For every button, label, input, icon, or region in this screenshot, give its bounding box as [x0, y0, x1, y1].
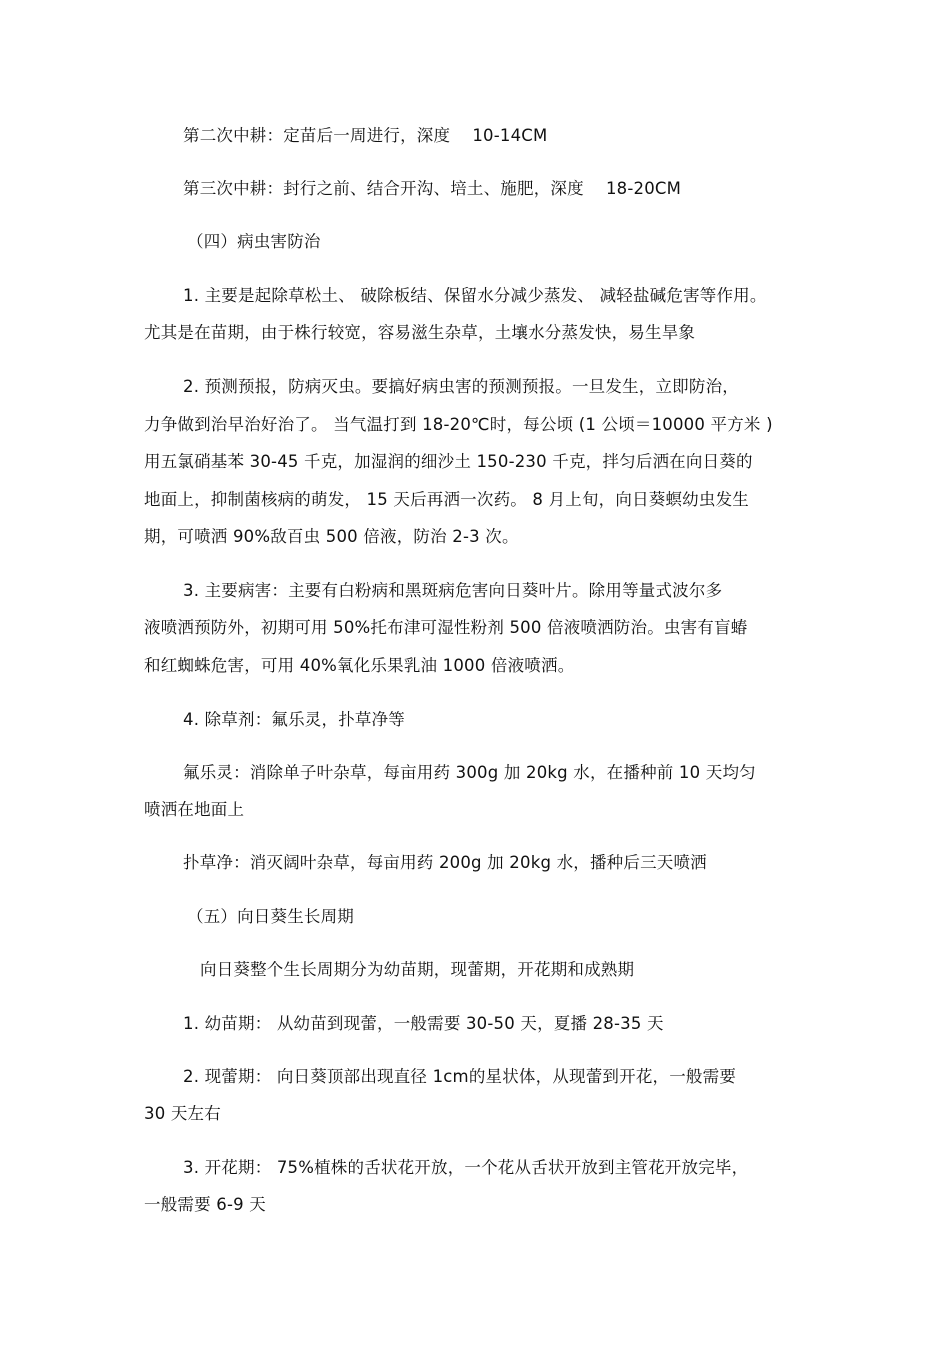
- paragraph-line: 尤其是在苗期，由于株行较宽，容易滋生杂草，土壤水分蒸发快，易生旱象: [144, 323, 696, 342]
- paragraph-line: 一般需要 6-9 天: [144, 1195, 266, 1214]
- paragraph-line: 30 天左右: [144, 1104, 221, 1123]
- paragraph-line: 向日葵整个生长周期分为幼苗期，现蕾期，开花期和成熟期: [200, 960, 635, 979]
- paragraph-line: 2. 预测预报，防病灭虫。要搞好病虫害的预测预报。一旦发生，立即防治，: [183, 377, 739, 396]
- paragraph-line: 氟乐灵：消除单子叶杂草，每亩用药 300g 加 20kg 水，在播种前 10 天均匀: [183, 763, 756, 782]
- paragraph-line: 第二次中耕：定苗后一周进行，深度 10-14CM: [183, 126, 548, 145]
- paragraph-line: 1. 主要是起除草松土、 破除板结、保留水分减少蒸发、 减轻盐碱危害等作用。: [183, 286, 767, 305]
- paragraph-line: 3. 开花期： 75%植株的舌状花开放，一个花从舌状开放到主管花开放完毕，: [183, 1158, 749, 1177]
- paragraph-line: 2. 现蕾期： 向日葵顶部出现直径 1cm的星状体，从现蕾到开花，一般需要: [183, 1067, 737, 1086]
- paragraph-line: 力争做到治早治好治了。 当气温打到 18-20℃时，每公顷 (1 公顷＝10000 平方米 ): [144, 415, 773, 434]
- paragraph-line: 液喷洒预防外，初期可用 50%托布津可湿性粉剂 500 倍液喷洒防治。虫害有盲蝽: [144, 618, 748, 637]
- paragraph-line: 第三次中耕：封行之前、结合开沟、培土、施肥，深度 18-20CM: [183, 179, 682, 198]
- paragraph-line: 扑草净：消灭阔叶杂草，每亩用药 200g 加 20kg 水，播种后三天喷洒: [183, 853, 707, 872]
- paragraph-line: 用五氯硝基苯 30-45 千克，加湿润的细沙土 150-230 千克，拌匀后洒在向日葵的: [144, 452, 753, 471]
- paragraph-line: 4. 除草剂：氟乐灵，扑草净等: [183, 710, 405, 729]
- paragraph-line: 期，可喷洒 90%敌百虫 500 倍液，防治 2-3 次。: [144, 527, 519, 546]
- section-heading: （五）向日葵生长周期: [187, 907, 354, 926]
- paragraph-line: 喷洒在地面上: [144, 800, 245, 819]
- paragraph-line: 和红蜘蛛危害，可用 40%氧化乐果乳油 1000 倍液喷洒。: [144, 656, 575, 675]
- paragraph-line: 3. 主要病害：主要有白粉病和黑斑病危害向日葵叶片。除用等量式波尔多: [183, 581, 723, 600]
- section-heading: （四）病虫害防治: [187, 232, 321, 251]
- paragraph-line: 地面上，抑制菌核病的萌发， 15 天后再洒一次药。 8 月上旬，向日葵螟幼虫发生: [144, 490, 749, 509]
- paragraph-line: 1. 幼苗期： 从幼苗到现蕾，一般需要 30-50 天，夏播 28-35 天: [183, 1014, 664, 1033]
